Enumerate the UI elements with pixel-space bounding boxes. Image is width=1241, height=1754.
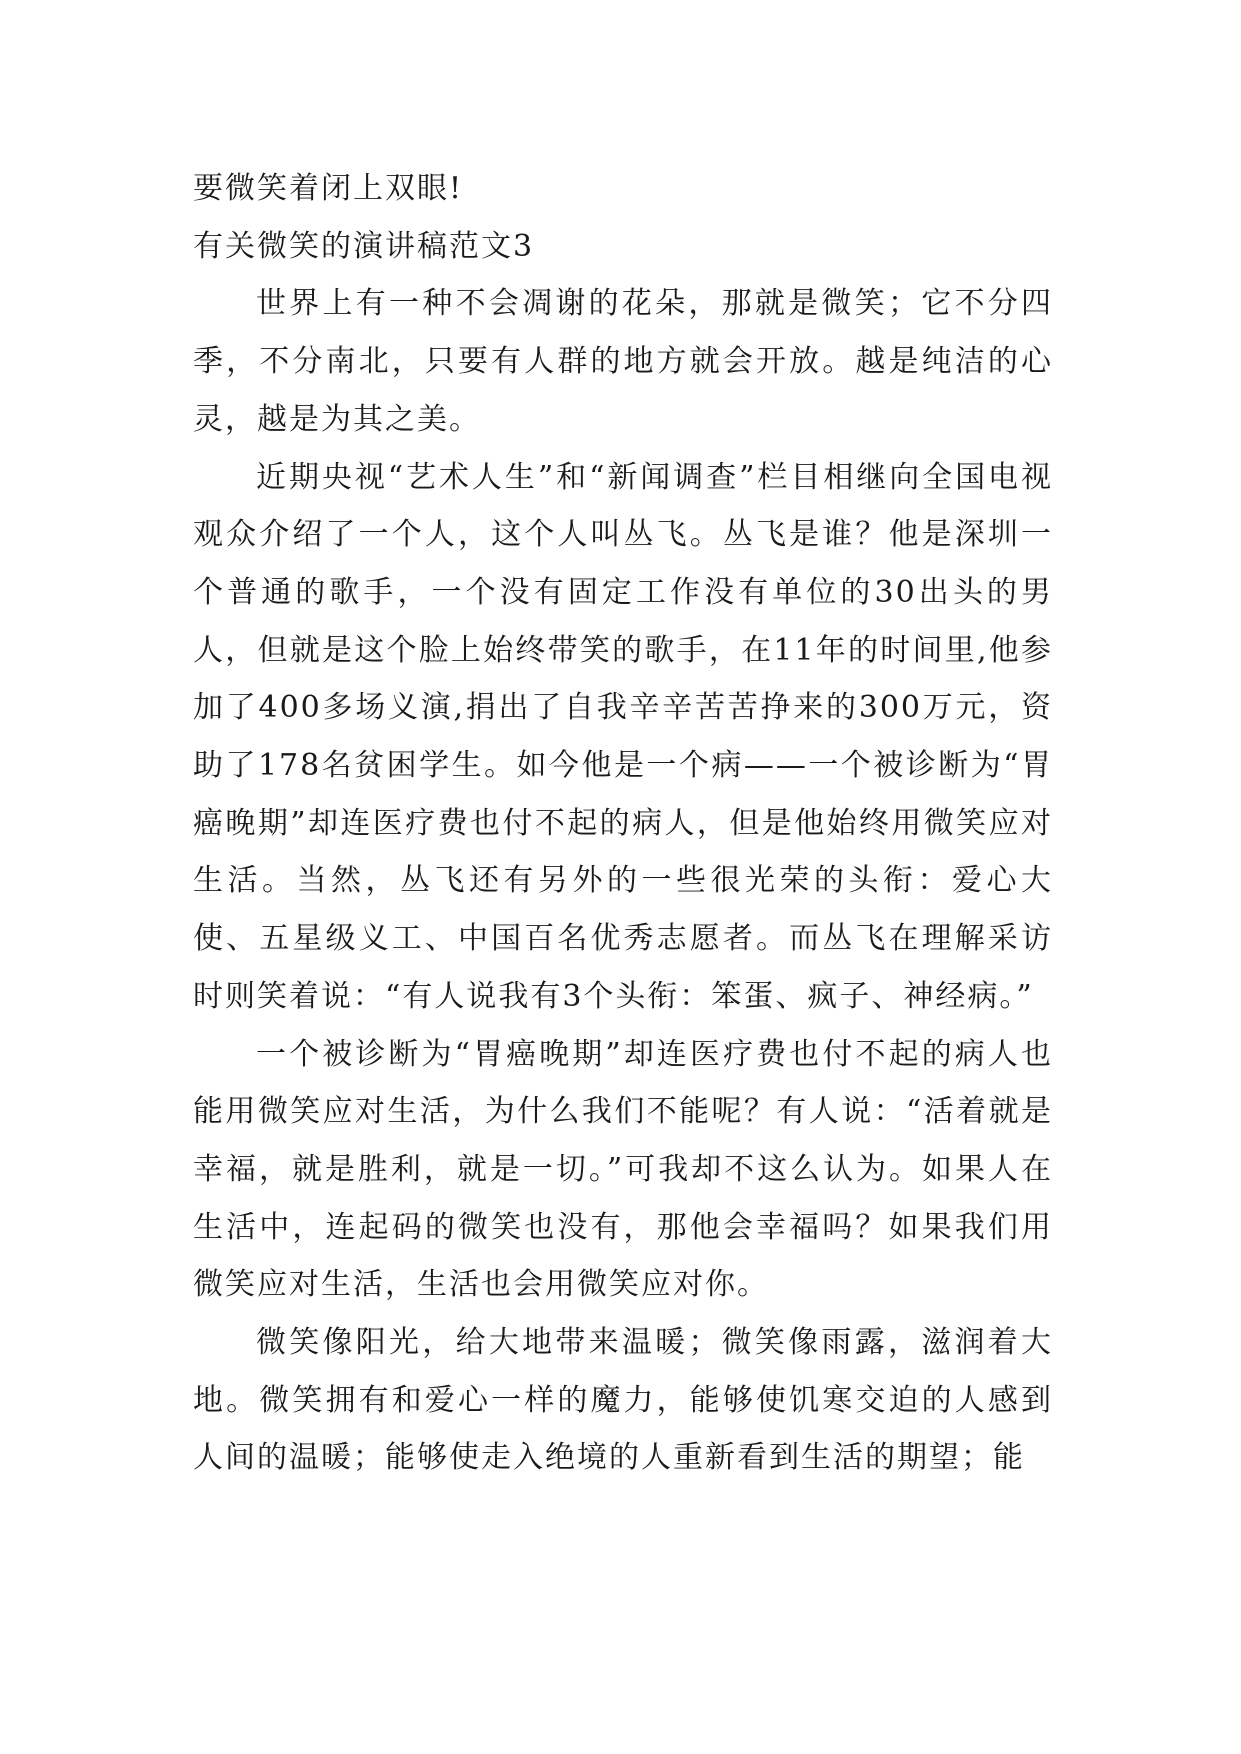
section-heading: 有关微笑的演讲稿范文3 bbox=[193, 228, 535, 264]
lead-line: 要微笑着闭上双眼! bbox=[193, 171, 464, 206]
paragraph-flower: 世界上有一种不会凋谢的花朵，那就是微笑；它不分四季，不分南北，只要有人群的地方就会开放。越是纯洁的心灵，越是为其之美。 bbox=[193, 286, 1053, 437]
paragraph-sunshine: 微笑像阳光，给大地带来温暖；微笑像雨露，滋润着大地。微笑拥有和爱心一样的魔力，能够使饥寒交迫的人感到人间的温暖；能够使走入绝境的人重新看到生活的期望；能 bbox=[193, 1325, 1053, 1476]
document-body bbox=[193, 160, 1053, 1487]
paragraph-congfei: 近期央视“艺术人生”和“新闻调查”栏目相继向全国电视观众介绍了一个人，这个人叫丛飞。丛飞是谁？他是深圳一个普通的歌手，一个没有固定工作没有单位的30出头的男人，但就是这个脸上始终带笑的歌手，在11年的时间里,他参加了400多场义演,捐出了自我辛辛苦苦挣来的300万元，资助了178名贫困学生。如今他是一个病——一个被诊断为“胃癌晚期”却连医疗费也付不起的病人，但是他始终用微笑应对生活。当然，丛飞还有另外的一些很光荣的头衔：爱心大使、五星级义工、中国百名优秀志愿者。而丛飞在理解采访时则笑着说：“有人说我有3个头衔：笨蛋、疯子、神经病。” bbox=[193, 459, 1053, 1014]
paragraph-face-life: 一个被诊断为“胃癌晚期”却连医疗费也付不起的病人也能用微笑应对生活，为什么我们不能呢？有人说：“活着就是幸福，就是胜利，就是一切。”可我却不这么认为。如果人在生活中，连起码的微笑也没有，那他会幸福吗？如果我们用微笑应对生活，生活也会用微笑应对你。 bbox=[193, 1036, 1053, 1303]
